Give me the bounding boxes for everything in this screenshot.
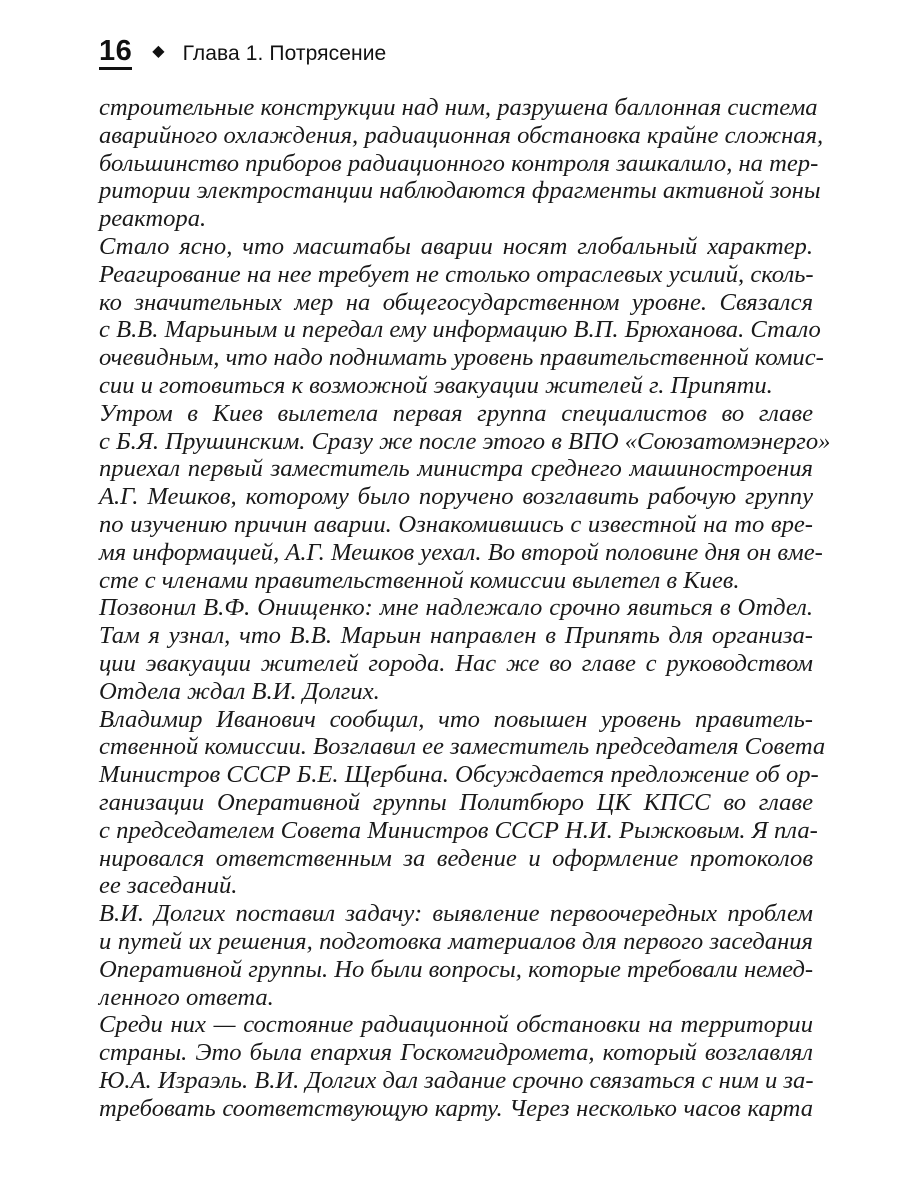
text-line: и путей их решения, подготовка материалов для первого заседания <box>99 927 813 955</box>
text-line: по изучению причин аварии. Ознакомившись с известной на то вре- <box>99 510 813 538</box>
text-line: Ю.А. Израэль. В.И. Долгих дал задание срочно связаться с ним и за- <box>99 1066 814 1094</box>
text-line: требовать соответствующую карту. Через несколько часов карта <box>99 1094 813 1122</box>
text-line: Стало ясно, что масштабы аварии носят глобальный характер. <box>99 232 813 260</box>
text-line: аварийного охлаждения, радиационная обстановка крайне сложная, <box>99 121 824 149</box>
page-number: 16 <box>99 36 132 70</box>
text-line: ственной комиссии. Возглавил ее заместитель председателя Совета <box>99 733 826 761</box>
text-line: ленного ответа. <box>99 983 274 1011</box>
text-line: мя информацией, А.Г. Мешков уехал. Во второй половине дня он вме- <box>99 538 823 566</box>
running-head <box>99 36 386 76</box>
text-line: Реагирование на нее требует не столько отраслевых усилий, сколь- <box>99 260 814 288</box>
text-line: ее заседаний. <box>99 872 238 900</box>
paragraph <box>99 705 826 901</box>
paragraph <box>99 1011 813 1122</box>
text-line: с Б.Я. Прушинским. Сразу же после этого в ВПО «Союзатомэнерго» <box>99 427 831 455</box>
text-line: с В.В. Марьиным и передал ему информацию В.П. Брюханова. Стало <box>99 316 821 344</box>
text-line: Владимир Иванович сообщил, что повышен уровень правитель- <box>99 705 813 733</box>
text-line: с председателем Совета Министров СССР Н.И. Рыжковым. Я пла- <box>99 816 818 844</box>
text-line: Отдела ждал В.И. Долгих. <box>99 677 380 705</box>
diamond-separator-icon: ◆ <box>152 43 165 60</box>
text-line: ко значительных мер на общегосударственном уровне. Связался <box>99 288 813 316</box>
text-line: нировался ответственным за ведение и оформление протоколов <box>99 844 813 872</box>
text-line: Позвонил В.Ф. Онищенко: мне надлежало срочно явиться в Отдел. <box>99 594 813 622</box>
text-line: очевидным, что надо поднимать уровень правительственной комис- <box>99 344 824 372</box>
text-line: сте с членами правительственной комиссии вылетел в Киев. <box>99 566 740 594</box>
text-line: реактора. <box>99 205 207 233</box>
body-text <box>99 94 831 1122</box>
text-line: ганизации Оперативной группы Политбюро ЦК КПСС во главе <box>99 788 813 816</box>
paragraph <box>99 900 813 1011</box>
text-line: ритории электростанции наблюдаются фрагменты активной зоны <box>99 177 821 205</box>
text-line: большинство приборов радиационного контроля зашкалило, на тер- <box>99 149 819 177</box>
text-line: Там я узнал, что В.В. Марьин направлен в Припять для организа- <box>99 622 813 650</box>
paragraph <box>99 399 831 595</box>
text-line: Оперативной группы. Но были вопросы, которые требовали немед- <box>99 955 814 983</box>
text-line: В.И. Долгих поставил задачу: выявление первоочередных проблем <box>99 900 813 928</box>
chapter-title: Глава 1. Потрясение <box>182 42 387 65</box>
paragraph <box>99 94 824 233</box>
text-line: страны. Это была епархия Госкомгидромета, который возглавлял <box>99 1039 813 1067</box>
text-line: Среди них — состояние радиационной обстановки на территории <box>99 1011 813 1039</box>
text-line: приехал первый заместитель министра среднего машиностроения <box>99 455 813 483</box>
text-line: ции эвакуации жителей города. Нас же во главе с руководством <box>99 649 813 677</box>
paragraph <box>99 594 813 705</box>
text-line: А.Г. Мешков, которому было поручено возглавить рабочую группу <box>99 483 813 511</box>
text-line: сии и готовиться к возможной эвакуации жителей г. Припяти. <box>99 371 773 399</box>
text-line: Утром в Киев вылетела первая группа специалистов во главе <box>99 399 813 427</box>
paragraph <box>99 232 824 400</box>
text-line: Министров СССР Б.Е. Щербина. Обсуждается предложение об ор- <box>99 761 819 789</box>
text-line: строительные конструкции над ним, разрушена баллонная система <box>99 94 818 121</box>
